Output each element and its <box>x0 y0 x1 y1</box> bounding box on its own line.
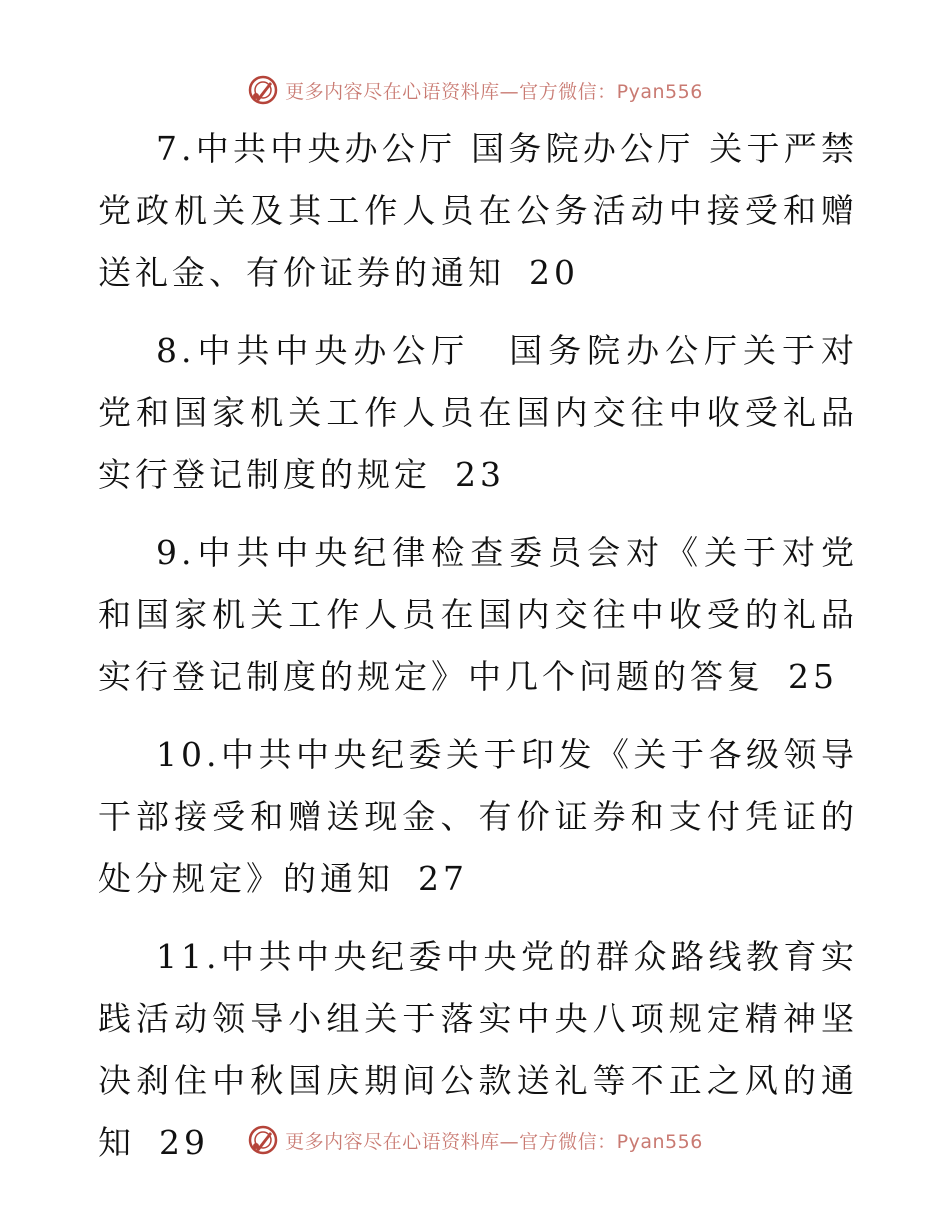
toc-entry-page: 29 <box>159 1123 209 1162</box>
toc-entry-8 <box>98 320 858 506</box>
toc-entry-title: 10.中共中央纪委关于印发《关于各级领导干部接受和赠送现金、有价证券和支付凭证的处分规定》的通知 <box>98 735 858 898</box>
toc-entry-page: 25 <box>788 657 838 696</box>
toc-entry-9 <box>98 522 858 708</box>
watermark-header <box>0 70 950 110</box>
watermark-text: 更多内容尽在心语资料库—官方微信：Pyan556 <box>285 1130 703 1153</box>
toc-entry-title: 9.中共中央纪律检查委员会对《关于对党和国家机关工作人员在国内交往中收受的礼品实行登记制度的规定》中几个问题的答复 <box>98 533 858 696</box>
toc-entry-title: 11.中共中央纪委中央党的群众路线教育实践活动领导小组关于落实中央八项规定精神坚决刹住中秋国庆期间公款送礼等不正之风的通知 <box>98 937 858 1162</box>
toc-entry-page: 20 <box>529 253 579 292</box>
watermark-footer <box>0 1120 950 1160</box>
table-of-contents <box>98 118 858 1190</box>
watermark-text: 更多内容尽在心语资料库—官方微信：Pyan556 <box>285 80 703 103</box>
toc-entry-7 <box>98 118 858 304</box>
toc-entry-page: 23 <box>455 455 505 494</box>
toc-entry-10 <box>98 724 858 910</box>
toc-entry-title: 8.中共中央办公厅 国务院办公厅关于对党和国家机关工作人员在国内交往中收受礼品实行登记制度的规定 <box>98 331 858 494</box>
brush-logo-icon <box>247 1124 279 1156</box>
toc-entry-page: 27 <box>418 859 468 898</box>
toc-entry-title: 7.中共中央办公厅 国务院办公厅 关于严禁党政机关及其工作人员在公务活动中接受和赠送礼金、有价证券的通知 <box>98 129 858 292</box>
brush-logo-icon <box>247 74 279 106</box>
